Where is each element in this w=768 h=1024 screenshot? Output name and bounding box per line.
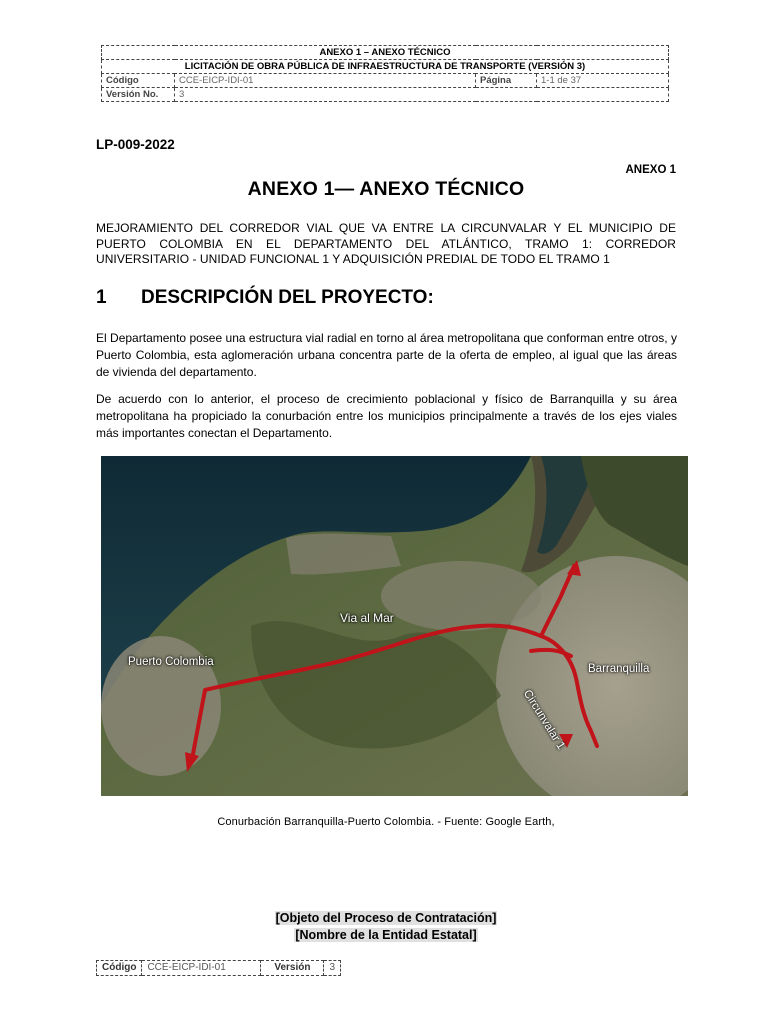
header-codigo-value: CCE-EICP-IDI-01	[175, 74, 476, 88]
project-intro: MEJORAMIENTO DEL CORREDOR VIAL QUE VA ENTRE LA CIRCUNVALAR Y EL MUNICIPIO DE PUERTO COLOMBIA EN EL DEPARTAMENTO DEL ATLÁNTICO, TRAMO 1: CORREDOR UNIVERSITARIO - UNIDAD FUNCIONAL 1 Y ADQUISICIÓN PREDIAL DE TODO EL TRAMO 1	[96, 221, 676, 266]
map-label-via-al-mar: Via al Mar	[340, 611, 394, 625]
document-footer	[96, 960, 341, 976]
footer-codigo-value: CCE-EICP-IDI-01	[142, 961, 261, 976]
document-code: LP-009-2022	[96, 137, 175, 152]
header-version-value: 3	[175, 88, 669, 102]
map-label-barranquilla: Barranquilla	[588, 663, 650, 675]
header-version-label: Versión No.	[102, 88, 175, 102]
footer-version-value: 3	[324, 961, 341, 976]
section-heading	[96, 287, 434, 309]
map-illustration	[101, 456, 688, 796]
document-header	[101, 45, 669, 102]
anexo-label: ANEXO 1	[625, 164, 676, 176]
entity-name-text: [Nombre de la Entidad Estatal]	[295, 928, 477, 942]
paragraph-1: El Departamento posee una estructura vial radial en torno al área metropolitana que conforman entre otros, y Puerto Colombia, esta aglomeración urbana concentra parte de la oferta de empleo, al igual que las áreas de vivienda del departamento.	[96, 331, 677, 379]
mid-urban	[381, 561, 541, 631]
section-title: DESCRIPCIÓN DEL PROYECTO:	[141, 287, 434, 308]
header-pagina-value: 1-1 de 37	[537, 74, 669, 88]
contract-object-text: [Objeto del Proceso de Contratación]	[275, 911, 497, 925]
map-label-puerto-colombia: Puerto Colombia	[128, 656, 214, 668]
map-caption: Conurbación Barranquilla-Puerto Colombia. - Fuente: Google Earth,	[217, 816, 555, 828]
satellite-map-image	[101, 456, 688, 796]
footer-codigo-label: Código	[97, 961, 142, 976]
header-title-line1: ANEXO 1 – ANEXO TÉCNICO	[102, 46, 669, 60]
header-pagina-label: Página	[476, 74, 537, 88]
paragraph-2: De acuerdo con lo anterior, el proceso de crecimiento poblacional y físico de Barranquilla y su área metropolitana ha propiciado la conurbación entre los municipios principalmente a través de los ejes viales más importantes conectan el Departamento.	[96, 392, 677, 440]
contract-object-block	[96, 910, 676, 944]
footer-version-label: Versión	[261, 961, 324, 976]
header-codigo-label: Código	[102, 74, 175, 88]
section-number: 1	[96, 287, 107, 308]
map-label-circunvalar: Circunvalar 1	[520, 688, 567, 752]
header-title-line2: LICITACIÓN DE OBRA PÚBLICA DE INFRAESTRUCTURA DE TRANSPORTE (VERSIÓN 3)	[102, 60, 669, 74]
page-title: ANEXO 1— ANEXO TÉCNICO	[247, 178, 525, 200]
